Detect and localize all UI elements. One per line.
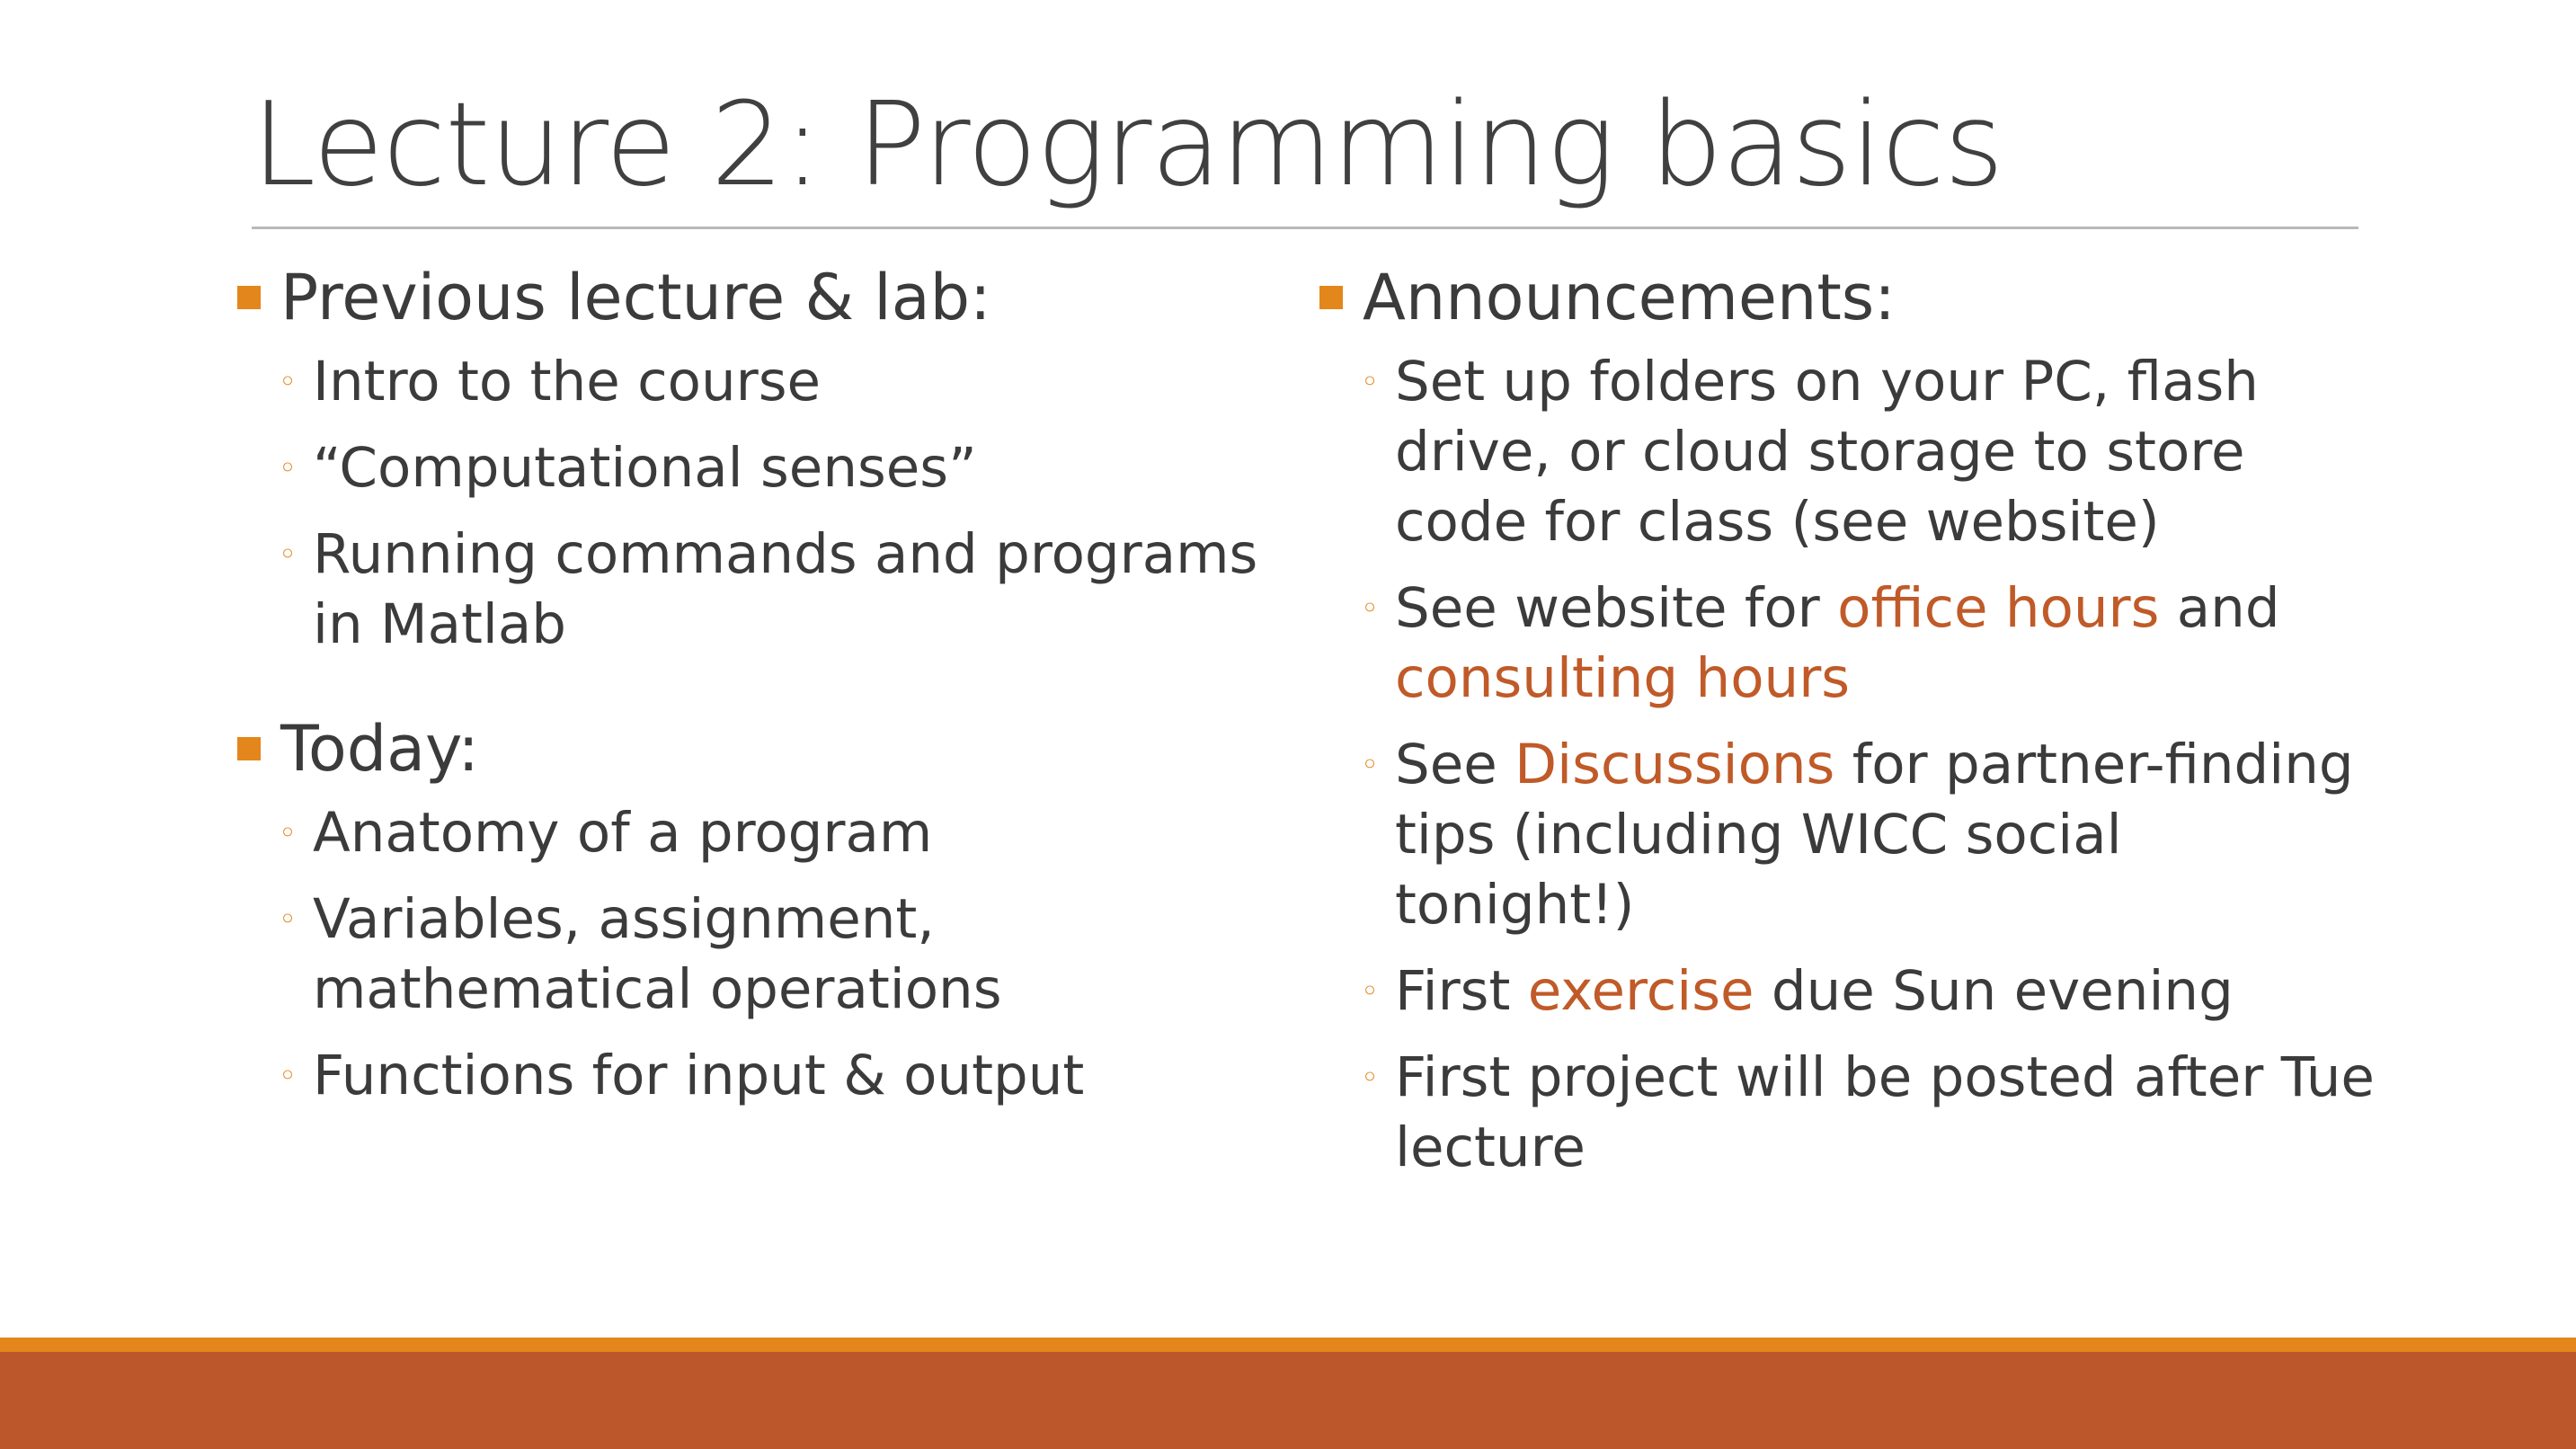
sub-bullet (1318, 730, 2378, 940)
discussions-link[interactable]: Discussions (1515, 733, 1835, 796)
sub-bullet (1318, 573, 2378, 714)
circle-bullet-icon: ◦ (279, 815, 298, 851)
bullet-today (235, 710, 1296, 787)
footer-accent-stripe (0, 1338, 2576, 1352)
circle-bullet-icon: ◦ (279, 537, 298, 573)
bullet-heading: Previous lecture & lab: (280, 261, 991, 334)
circle-bullet-icon: ◦ (1361, 1060, 1380, 1096)
sub-bullet-text (1395, 733, 2354, 937)
text-segment: for partner-finding tips (including WICC social tonight!) (1395, 733, 2354, 937)
text-segment: See (1395, 733, 1515, 796)
sub-bullet (235, 520, 1296, 660)
sub-bullet (1318, 956, 2378, 1027)
sub-bullet (1318, 347, 2378, 557)
sub-bullet-text: “Computational senses” (313, 436, 977, 500)
circle-bullet-icon: ◦ (279, 1058, 298, 1094)
circle-bullet-icon: ◦ (1361, 973, 1380, 1009)
sub-bullet (235, 433, 1296, 503)
square-bullet-icon (237, 286, 261, 309)
sub-bullet (1318, 1043, 2378, 1183)
text-segment: First (1395, 959, 1528, 1023)
sub-bullet (235, 1041, 1296, 1111)
sub-bullet-text (1395, 576, 2280, 710)
sub-bullet (235, 885, 1296, 1025)
office-hours-link[interactable]: office hours (1837, 576, 2160, 640)
title-divider (252, 227, 2358, 229)
text-segment: and (2159, 576, 2280, 640)
text-segment: See website for (1395, 576, 1838, 640)
sub-bullet-text: Set up folders on your PC, flash drive, or cloud storage to store code for class (see website) (1395, 350, 2259, 554)
square-bullet-icon (1319, 286, 1343, 309)
right-column (1318, 259, 2378, 1183)
left-column (235, 259, 1296, 1111)
sub-bullet-text (1395, 959, 2234, 1023)
footer-band (0, 1352, 2576, 1449)
sub-bullet-text: Functions for input & output (313, 1044, 1085, 1107)
sub-bullet (235, 347, 1296, 417)
square-bullet-icon (237, 737, 261, 760)
slide-title: Lecture 2: Programming basics (252, 78, 2003, 212)
text-segment: due Sun evening (1754, 959, 2234, 1023)
circle-bullet-icon: ◦ (279, 364, 298, 400)
sub-bullet-text: Intro to the course (313, 350, 822, 413)
sub-bullet-text: First project will be posted after Tue lecture (1395, 1045, 2375, 1179)
circle-bullet-icon: ◦ (1361, 591, 1380, 627)
sub-bullet (235, 798, 1296, 868)
sub-bullet-text: Anatomy of a program (313, 801, 933, 865)
sub-bullet-text: Variables, assignment, mathematical operations (313, 887, 1002, 1021)
consulting-hours-link[interactable]: consulting hours (1395, 646, 1851, 710)
bullet-announcements (1318, 259, 2378, 336)
circle-bullet-icon: ◦ (1361, 364, 1380, 400)
circle-bullet-icon: ◦ (1361, 747, 1380, 783)
bullet-heading: Today: (280, 712, 479, 786)
exercise-link[interactable]: exercise (1527, 959, 1754, 1023)
circle-bullet-icon: ◦ (279, 450, 298, 486)
sub-bullet-text: Running commands and programs in Matlab (313, 522, 1258, 656)
bullet-heading: Announcements: (1363, 261, 1896, 334)
bullet-previous-lecture (235, 259, 1296, 336)
circle-bullet-icon: ◦ (279, 902, 298, 938)
